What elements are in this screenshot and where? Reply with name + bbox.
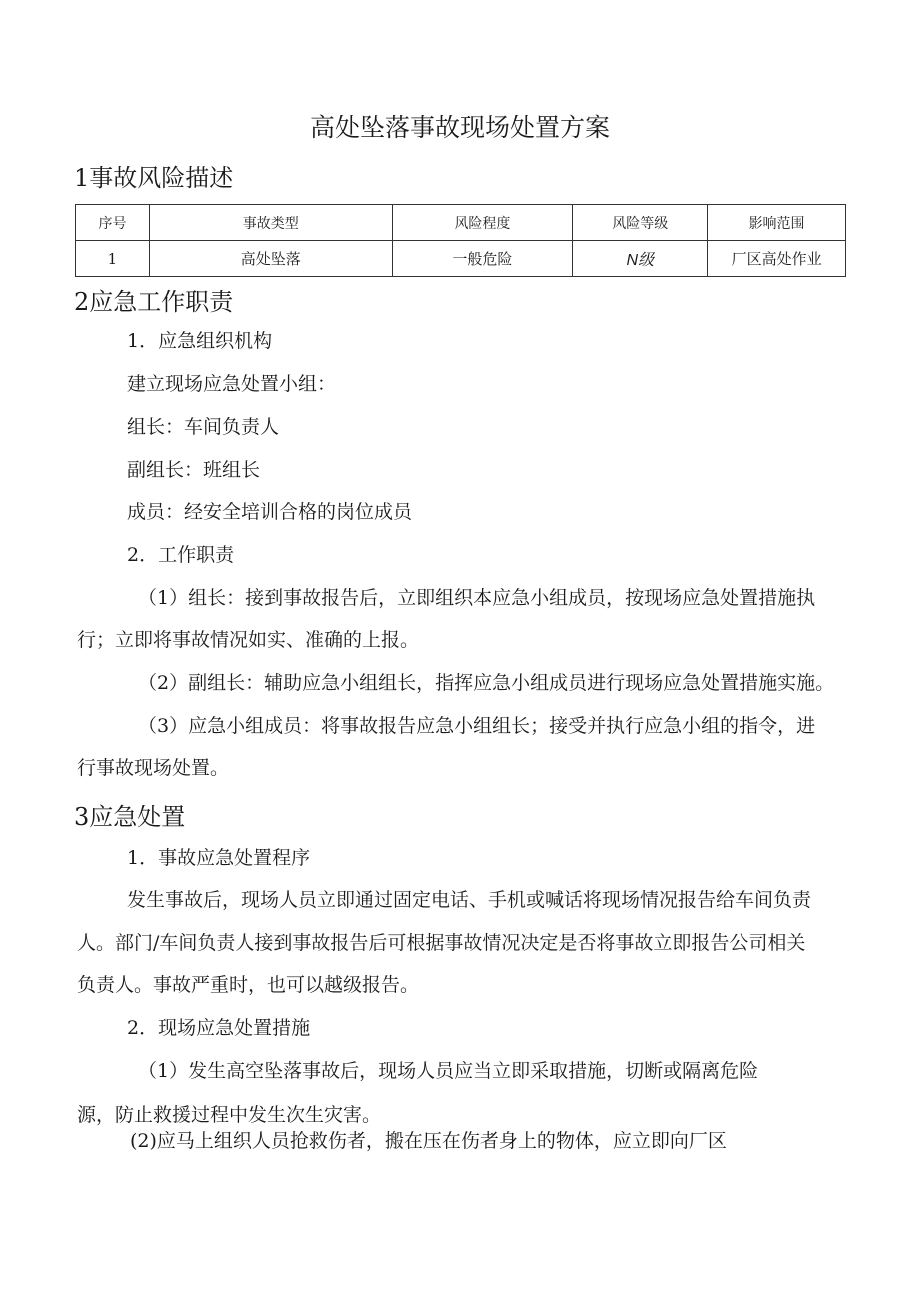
risk-table-header-row [76,205,846,241]
paragraph: （1）组长：接到事故报告后，立即组织本应急小组成员，按现场应急处置措施执 [138,587,816,609]
section-3-heading: 3应急处置 [74,803,186,831]
document-title: 高处坠落事故现场处置方案 [309,113,610,142]
paragraph: （1）发生高空坠落事故后，现场人员应当立即采取措施，切断或隔离危险 [138,1060,759,1082]
header-cell-type: 事故类型 [149,205,392,241]
subheading-procedure: 1．事故应急处置程序 [127,847,311,869]
cell-degree: 一般危险 [392,241,573,277]
header-cell-level: 风险等级 [573,205,708,241]
paragraph: （3）应急小组成员：将事故报告应急小组组长；接受并执行应急小组的指令，进 [138,715,816,737]
paragraph: 成员：经安全培训合格的岗位成员 [127,501,413,523]
table-row [76,241,846,277]
paragraph: 发生事故后，现场人员立即通过固定电话、手机或喊话将现场情况报告给车间负责 [127,889,812,911]
subheading-measures: 2．现场应急处置措施 [127,1017,311,1039]
subheading-org: 1．应急组织机构 [127,330,273,352]
cell-index: 1 [76,241,150,277]
header-cell-scope: 影响范围 [708,205,846,241]
cell-level: N级 [573,241,708,277]
cell-scope: 厂区高处作业 [708,241,846,277]
paragraph: (2)应马上组织人员抢救伤者，搬在压在伤者身上的物体，应立即向厂区 [130,1130,727,1152]
paragraph: 行；立即将事故情况如实、准确的上报。 [77,629,420,651]
paragraph: 副组长：班组长 [127,459,261,481]
paragraph: 建立现场应急处置小组： [127,373,337,395]
paragraph: 人。部门/车间负责人接到事故报告后可根据事故情况决定是否将事故立即报告公司相关 [77,932,806,954]
paragraph: 源，防止救援过程中发生次生灾害。 [77,1104,382,1126]
risk-table [75,204,846,277]
paragraph: 负责人。事故严重时，也可以越级报告。 [77,974,420,996]
subheading-duties: 2．工作职责 [127,544,235,566]
header-cell-degree: 风险程度 [392,205,573,241]
section-2-heading: 2应急工作职责 [74,288,234,316]
paragraph: 组长：车间负责人 [127,416,280,438]
paragraph: （2）副组长：辅助应急小组组长，指挥应急小组成员进行现场应急处置措施实施。 [138,672,835,694]
cell-type: 高处坠落 [149,241,392,277]
section-1-heading: 1事故风险描述 [74,164,234,192]
header-cell-index: 序号 [76,205,150,241]
paragraph: 行事故现场处置。 [77,757,230,779]
